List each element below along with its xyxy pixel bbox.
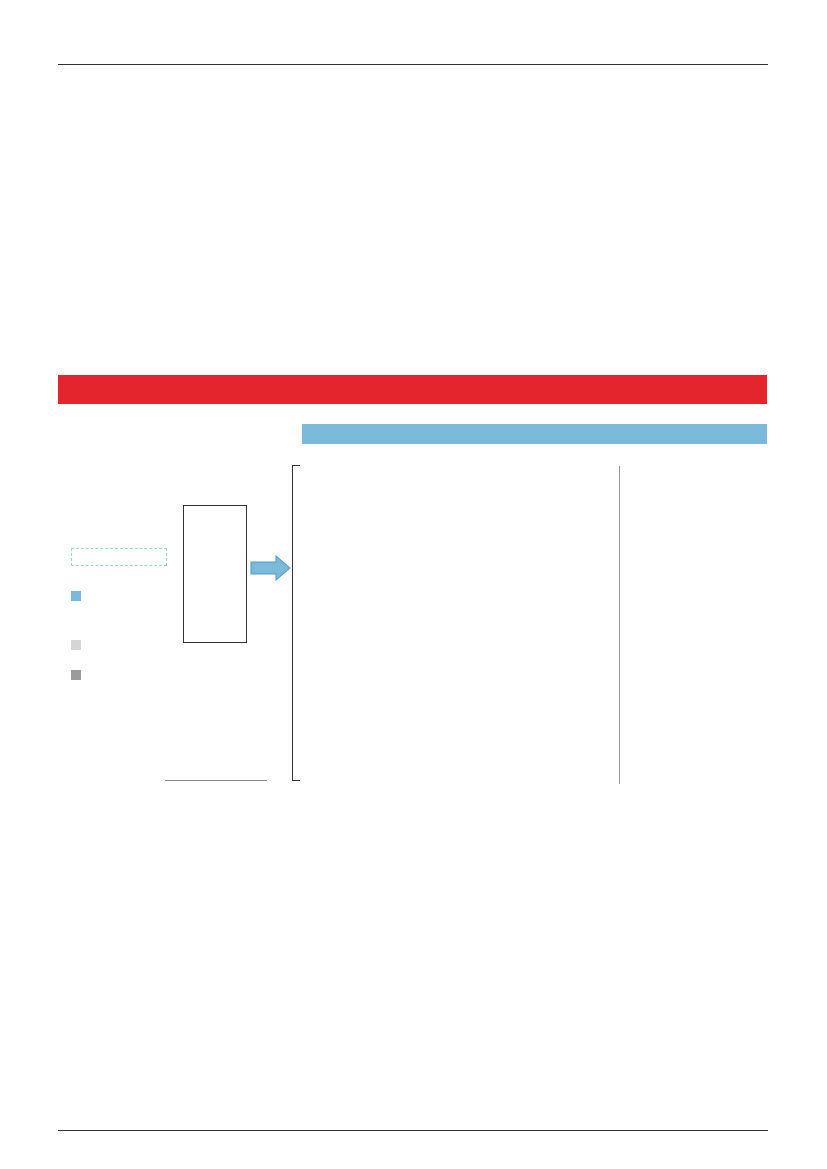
legend-item-disagree bbox=[71, 667, 87, 685]
legend-swatch-agree bbox=[71, 591, 81, 601]
reasons-header bbox=[302, 424, 767, 444]
agree-highlight-border bbox=[183, 505, 247, 643]
left-axis-line bbox=[165, 780, 267, 781]
arrow-icon bbox=[250, 555, 292, 581]
legend-title bbox=[71, 548, 167, 566]
right-axis-line bbox=[619, 466, 620, 784]
legend-item-neutral bbox=[71, 637, 87, 655]
group-bracket bbox=[292, 465, 300, 781]
chart-title-banner bbox=[58, 375, 767, 404]
footer-rule bbox=[58, 1130, 768, 1131]
legend-swatch-neutral bbox=[71, 640, 81, 650]
legend-swatch-disagree bbox=[71, 670, 81, 680]
legend-item-agree bbox=[71, 588, 87, 606]
header-rule bbox=[58, 64, 768, 65]
